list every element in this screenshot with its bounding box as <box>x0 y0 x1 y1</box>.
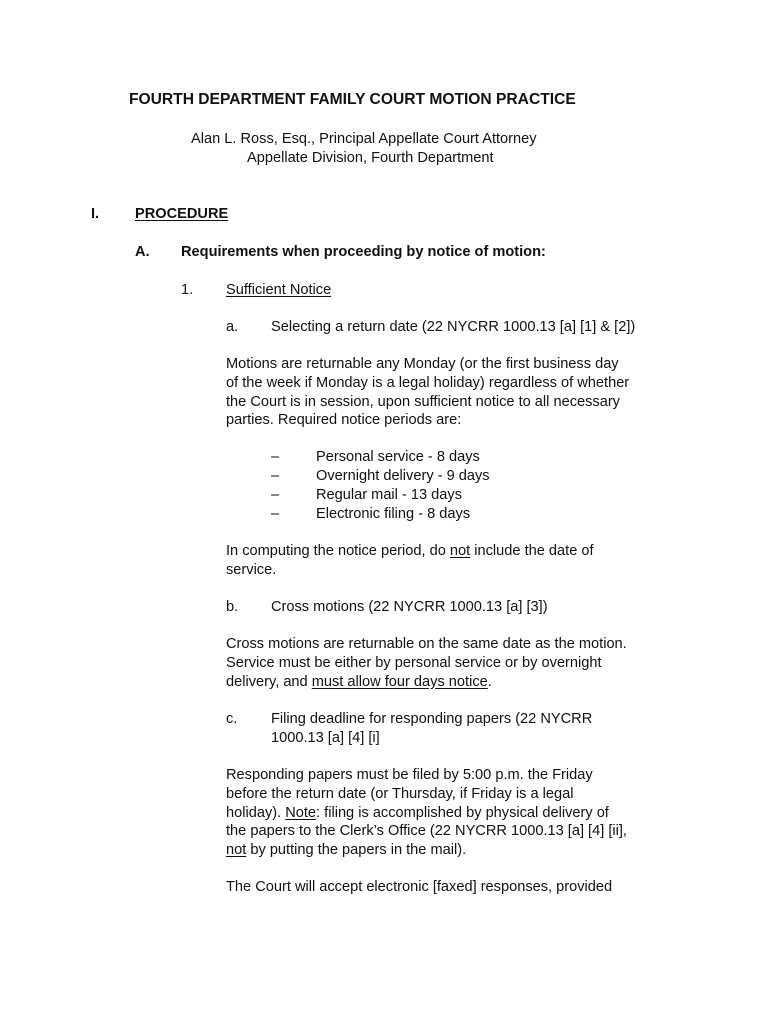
notice-period-item: Personal service - 8 days <box>316 449 480 465</box>
item-marker: 1. <box>181 282 194 298</box>
paragraph-line: Cross motions are returnable on the same date as the motion. <box>226 636 627 652</box>
emphasis-not: not <box>449 543 471 559</box>
notice-period-dash: – <box>271 449 280 465</box>
paragraph-line: parties. Required notice periods are: <box>226 412 462 429</box>
notice-period-item: Electronic filing - 8 days <box>316 506 471 522</box>
author-line: Alan L. Ross, Esq., Principal Appellate Court Attorney <box>191 131 537 147</box>
text-run: by putting the papers in the mail). <box>246 842 467 859</box>
text-run: holiday). <box>226 804 286 821</box>
paragraph-line <box>226 673 686 692</box>
motions-paragraph <box>226 355 686 430</box>
electronic-paragraph <box>226 878 686 897</box>
paragraph-line: the papers to the Clerk’s Office (22 NYCRR 1000.13 [a] [4] [ii], <box>226 823 627 840</box>
document-title: FOURTH DEPARTMENT FAMILY COURT MOTION PRACTICE <box>129 91 576 108</box>
paragraph-line: Motions are returnable any Monday (or the first business day <box>226 356 619 372</box>
subsection-marker: A. <box>135 244 150 260</box>
heading-line: Filing deadline for responding papers (22 NYCRR <box>271 711 593 727</box>
cross-motions-paragraph <box>226 635 686 691</box>
notice-period-item: Regular mail - 13 days <box>316 487 463 503</box>
paragraph-line: service. <box>226 561 277 578</box>
paragraph-line <box>226 841 686 860</box>
paragraph-line: before the return date (or Thursday, if Friday is a legal <box>226 785 574 802</box>
subitem-heading-c <box>271 710 592 748</box>
subitem-marker-c: c. <box>226 711 238 727</box>
computing-paragraph <box>226 542 686 580</box>
text-run: . <box>487 673 492 690</box>
notice-period-dash: – <box>271 468 280 484</box>
emphasis-not: not <box>226 842 247 859</box>
text-run: include the date of <box>470 543 594 559</box>
paragraph-line <box>226 804 686 823</box>
notice-period-dash: – <box>271 487 280 503</box>
paragraph-line: Responding papers must be filed by 5:00 p.m. the Friday <box>226 767 593 783</box>
text-run: : filing is accomplished by physical delivery of <box>316 804 609 821</box>
paragraph-line: the Court is in session, upon sufficient notice to all necessary <box>226 393 620 410</box>
paragraph-line <box>226 542 686 561</box>
emphasis-four-days: must allow four days notice <box>311 673 488 690</box>
responding-paragraph <box>226 766 686 860</box>
subitem-marker-a: a. <box>226 319 239 335</box>
affiliation-line: Appellate Division, Fourth Department <box>247 150 494 166</box>
text-run: In computing the notice period, do <box>226 543 450 559</box>
notice-period-dash: – <box>271 506 280 522</box>
subitem-heading-a: Selecting a return date (22 NYCRR 1000.13 [a] [1] & [2]) <box>271 319 636 335</box>
section-marker: I. <box>91 206 100 222</box>
paragraph-line: The Court will accept electronic [faxed] responses, provided <box>226 879 613 895</box>
notice-period-item: Overnight delivery - 9 days <box>316 468 490 484</box>
paragraph-line: of the week if Monday is a legal holiday) regardless of whether <box>226 374 630 391</box>
item-heading: Sufficient Notice <box>226 282 332 298</box>
emphasis-note: Note <box>285 804 317 821</box>
subitem-marker-b: b. <box>226 599 239 615</box>
paragraph-line: Service must be either by personal service or by overnight <box>226 654 602 671</box>
heading-line: 1000.13 [a] [4] [i] <box>271 729 380 746</box>
section-heading: PROCEDURE <box>135 206 229 222</box>
subitem-heading-b: Cross motions (22 NYCRR 1000.13 [a] [3]) <box>271 599 548 615</box>
subsection-heading: Requirements when proceeding by notice of motion: <box>181 244 546 260</box>
text-run: delivery, and <box>226 673 312 690</box>
